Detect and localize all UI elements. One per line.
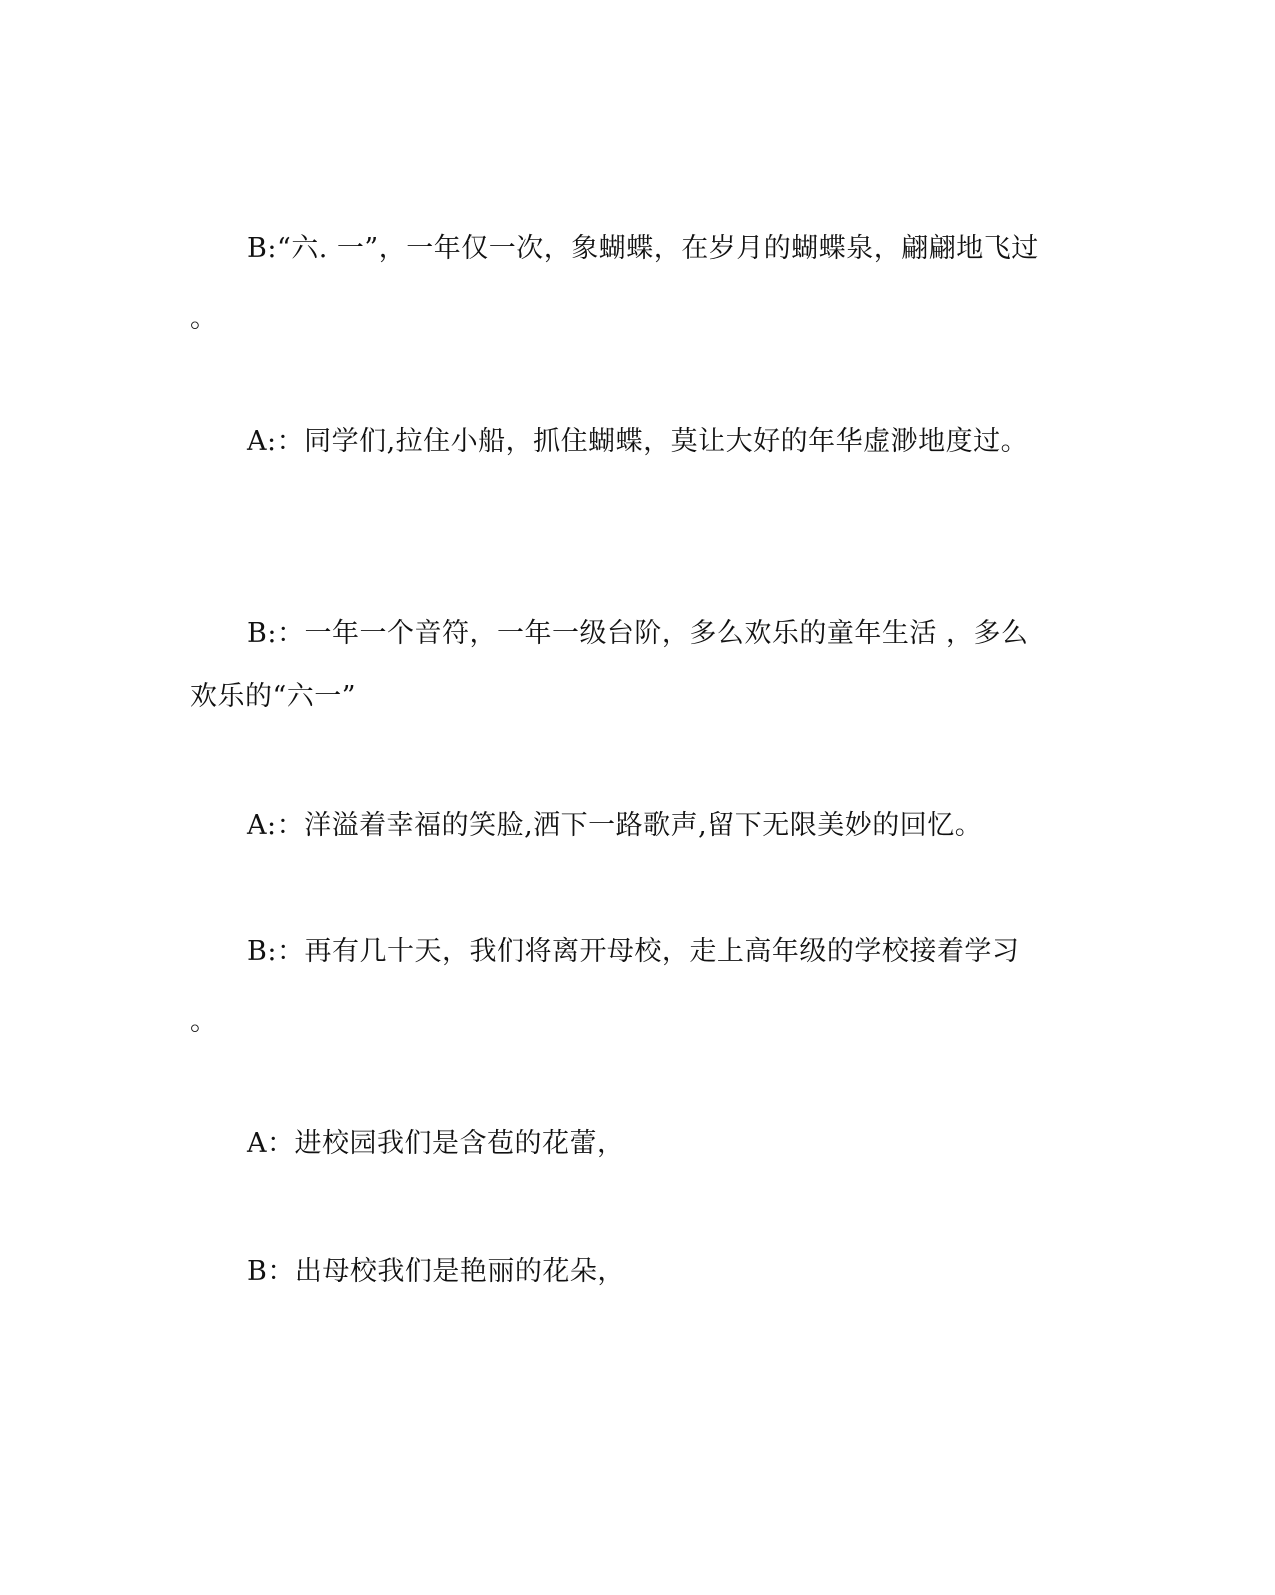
paragraph-line-4: B:：一年一个音符，一年一级台阶，多么欢乐的童年生活 ，多么 — [247, 618, 1029, 649]
paragraph-line-6: A:：洋溢着幸福的笑脸,洒下一路歌声,留下无限美妙的回忆。 — [247, 810, 983, 841]
paragraph-line-10: B：出母校我们是艳丽的花朵， — [247, 1256, 625, 1287]
paragraph-line-5: 欢乐的“六一” — [190, 681, 357, 712]
paragraph-line-8: 。 — [190, 1006, 218, 1037]
paragraph-line-7: B:：再有几十天，我们将离开母校，走上高年级的学校接着学习 — [247, 936, 1020, 967]
paragraph-line-1: B:“六. 一”，一年仅一次，象蝴蝶，在岁月的蝴蝶泉，翩翩地飞过 — [247, 233, 1039, 264]
paragraph-line-2: 。 — [190, 303, 218, 334]
paragraph-line-9: A：进校园我们是含苞的花蕾， — [247, 1128, 625, 1159]
paragraph-line-3: A:：同学们,拉住小船，抓住蝴蝶，莫让大好的年华虚渺地度过。 — [247, 426, 1029, 457]
